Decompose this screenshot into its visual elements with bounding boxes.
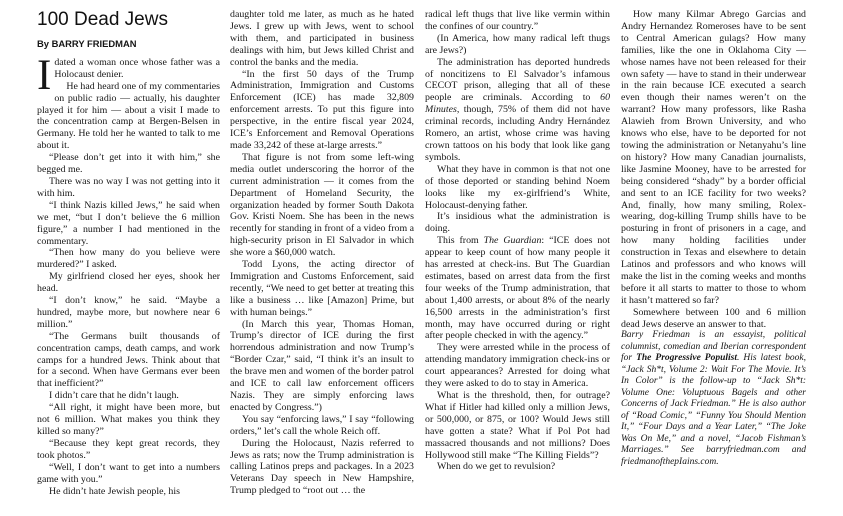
paragraph: My girlfriend closed her eyes, shook her head. (37, 271, 220, 295)
byline: By BARRY FRIEDMAN (37, 38, 137, 49)
paragraph: Todd Lyons, the acting director of Immigration and Customs Enforcement, said recently, “We need to get better at treating this like a business … like [Amazon] Prime, but with human beings.” (230, 259, 414, 318)
paragraph: Somewhere between 100 and 6 million dead Jews deserve an answer to that. (621, 306, 806, 330)
paragraph: It’s insidious what the administration is doing. (425, 211, 610, 235)
paragraph-text: : “ICE does not appear to keep count of how many people it has arrested at check-ins. But The Guardian estimates, based on arrest data from the first four weeks of the Trump administration, that about 1,400 arrests, or about 8% of the nearly 16,500 arrests in the administration’s first month, may have occurred during or right after people checked in with the agency.” (425, 235, 610, 342)
drop-cap: I (37, 51, 52, 99)
paragraph: What is the threshold, then, for outrage? What if Hitler had killed only a million Jews, or 500,000, or 875, or 100? Would Jews still have gotten a state? What if Pol Pot had massacred thousands and not millions? Does Hollywood still make “The Killing Fields”? (425, 390, 610, 461)
paragraph: “Please don’t get into it with him,” she begged me. (37, 152, 220, 176)
source-name: 60 Minutes (425, 92, 610, 116)
paragraph: “I think Nazis killed Jews,” he said when we met, “but I don’t believe the 6 million figure,” a number I had mentioned in the commentary. (37, 199, 220, 247)
bio-text: . His latest book, “Jack Sh*t, Volume 2: Wait For The Movie. It’s In Color” is the follow-up to “Jack Sh*t: Volume One: Voluptuous Bagels and other Concerns of Jack Friedman.” He is also author of “Road Comic,” “Funny You Should Mention It,” “Four Days and a Year Later,” “The Joke Was On Me,” and a novel, “Jacob Fishman’s Marriages.” See barryfriedman.com and friedmanofthepIains.com. (621, 353, 806, 467)
column-3 (425, 9, 610, 473)
paragraph-continued: daughter told me later, as much as he hated Jews. I grew up with Jews, went to school with them, and participated in business dealings with him, but Jews killed Christ and control the banks and the media. (230, 9, 414, 68)
paragraph (425, 57, 610, 164)
paragraph: You say “enforcing laws,” I say “following orders,” let’s call the whole Reich off. (230, 413, 414, 437)
paragraph: “I don’t know,” he said. “Maybe a hundred, maybe more, but nowhere near 6 million.” (37, 295, 220, 330)
headline: 100 Dead Jews (37, 9, 168, 30)
paragraph-continued: radical left thugs that live like vermin within the confines of our country.” (425, 9, 610, 32)
lead-text: dated a woman once whose father was a Holocaust denier. (54, 56, 220, 80)
paragraph: “Because they kept great records, they took photos.” (37, 437, 220, 461)
paragraph: “Well, I don’t want to get into a numbers game with you.” (37, 461, 220, 485)
paragraph: He had heard one of my commentaries on public radio — actually, his daughter played it for him — about a visit I made to the concentration camp at Bergen-Belsen in Germany. He told her he wanted to talk to me about it. (37, 80, 220, 152)
column-4 (621, 9, 806, 468)
author-bio (621, 330, 806, 468)
column-2 (230, 9, 414, 497)
lead-paragraph (37, 51, 220, 99)
publication-name: The Progressive Populist (636, 353, 737, 364)
paragraph: “Then how many do you believe were murdered?” I asked. (37, 247, 220, 271)
paragraph: There was no way I was not getting into it with him. (37, 175, 220, 199)
paragraph: I didn’t care that he didn’t laugh. (49, 390, 179, 402)
paragraph (425, 235, 610, 342)
paragraph: He didn’t hate Jewish people, his (49, 485, 180, 497)
paragraph: What they have in common is that not one of those deported or standing behind Noem looks like my ex-girlfriend’s White, Holocaust-denying father. (425, 163, 610, 211)
paragraph: “The Germans built thousands of concentration camps, death camps, and work camps for a hundred Jews. Think about that for a second. When have Germans ever been that inefficient?” (37, 330, 220, 390)
paragraph: During the Holocaust, Nazis referred to Jews as rats; now the Trump administration is calling Latinos preps and packages. In a 2023 Veterans Day speech in New Hampshire, Trump pledged to “root out … the (230, 437, 414, 497)
paragraph: How many Kilmar Abrego Garcias and Andry Hernandez Romeroses have to be sent to Central American gulags? How many families, like the one in Oklahoma City — whose names have not been released for their own safety — have to stand in their underwear in the rain because ICE executed a search even though their names weren’t on the warrant? How many professors, like Rasha Alawieh from Brown University, and who knows who else, have to be deported for not towing the administration or Netanyahu’s line on history? How many Canadian journalists, like Jasmine Mooney, have to be arrested for being considered “shady” by a border official and sent to an ICE facility for two weeks? And, finally, how many smiling, Rolex-wearing, dog-killing Trump shills have to be posturing in front of prisoners in a cage, and how many holding facilities under construction in Texas and elsewhere to detain Latinos and professors and who knows will make the list in the coming weeks and months before it all starts to matter to those to whom it hasn’t mattered so far? (621, 9, 806, 306)
bio-text: Barry Friedman is an essayist, political columnist, comedian and Iberian correspondent for (621, 330, 806, 364)
paragraph-text: This from (437, 235, 484, 247)
source-name: The Guardian (483, 235, 542, 247)
column-1 (37, 9, 220, 497)
paragraph: They were arrested while in the process of attending mandatory immigration check-ins or court appearances? Arrested for doing what they were asked to do to stay in America. (425, 342, 610, 390)
paragraph: “In the first 50 days of the Trump Administration, Immigration and Customs Enforcement (ICE) has made 32,809 enforcement arrests. To put this figure into perspective, in the entire fiscal year 2024, ICE’s Enforcement and Removal Operations made 33,242 of these at-large arrests.” (230, 68, 414, 151)
paragraph: That figure is not from some left-wing media outlet underscoring the horror of the current administration — it comes from the Department of Homeland Security, the organization headed by former South Dakota Gov. Kristi Noem. She has been in the news recently for standing in front of a video from a high-security prison in El Salvador in which she wore a $60,000 watch. (230, 151, 414, 259)
paragraph: (In America, how many radical left thugs are Jews?) (425, 32, 610, 56)
paragraph: “All right, it might have been more, but not 6 million. What makes you think they killed so many?” (37, 402, 220, 437)
paragraph: When do we get to revulsion? (437, 461, 556, 473)
paragraph-text: The administration has deported hundreds of noncitizens to El Salvador’s infamous CECOT prison, alleging that all of these people are criminals. According to (425, 56, 610, 104)
paragraph-text: , though, 75% of them did not have criminal records, including Andry Hernández Romero, an artist, whose crime was having crown tattoos on his body that look like gang symbols. (425, 104, 610, 163)
paragraph: (In March this year, Thomas Homan, Trump’s director of ICE during the first horrendous administration and now Trump’s “Border Czar,” said, “I think it’s an insult to the brave men and women of the border patrol and ICE to call law enforcement officers Nazis. They are simply enforcing laws enacted by Congress.”) (230, 318, 414, 413)
